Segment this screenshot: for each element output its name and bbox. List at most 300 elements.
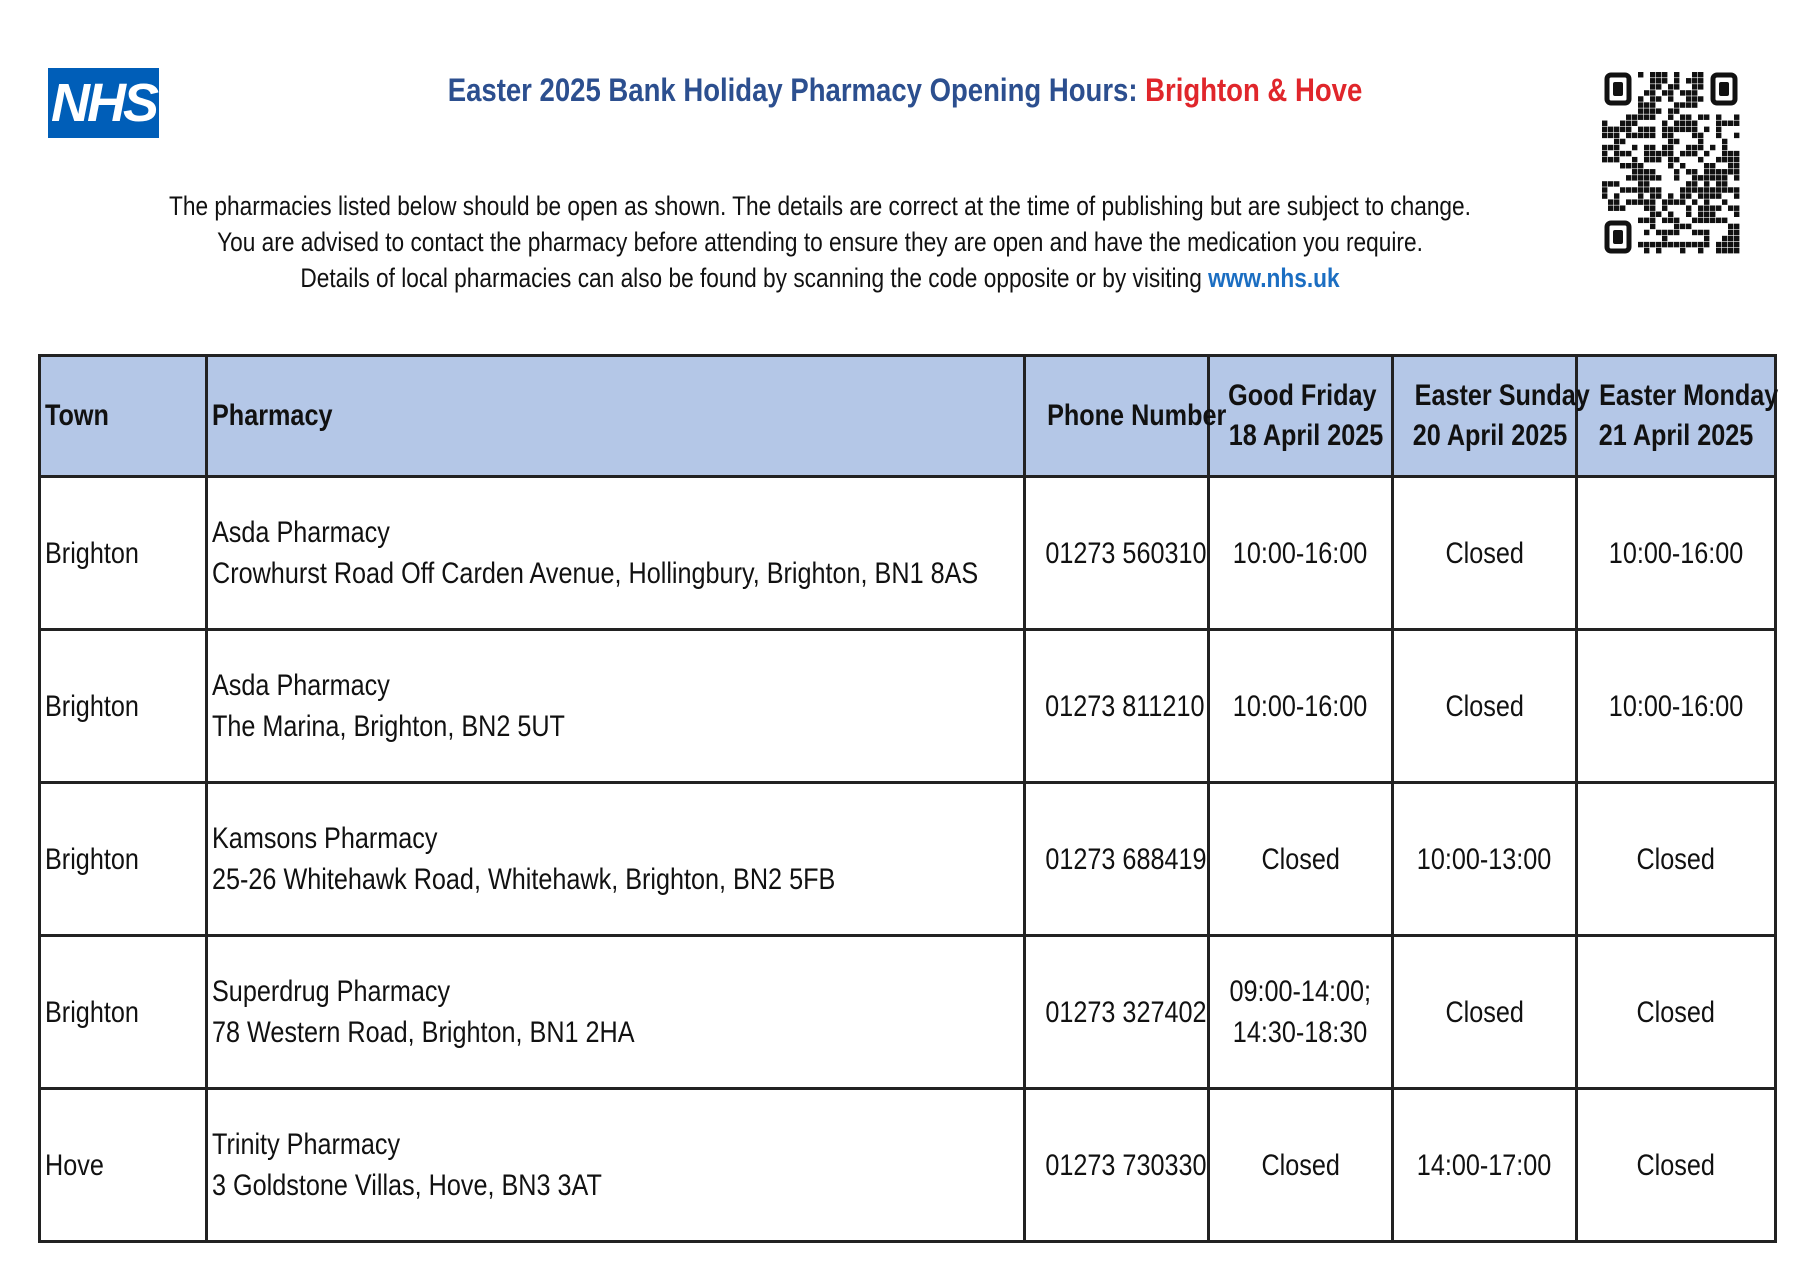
qr-module (1698, 187, 1703, 192)
qr-module (1716, 127, 1721, 132)
qr-module (1692, 133, 1697, 138)
easter-sunday-hours-cell (1393, 477, 1577, 630)
qr-module (1662, 72, 1667, 77)
pharmacy-address: 78 Western Road, Brighton, BN1 2HA (212, 1016, 635, 1049)
qr-module (1734, 193, 1739, 198)
qr-module (1644, 102, 1649, 107)
pharmacy-address: The Marina, Brighton, BN2 5UT (212, 710, 565, 743)
qr-module (1734, 212, 1739, 217)
qr-module (1686, 151, 1691, 156)
qr-module (1626, 199, 1631, 204)
pharmacy-name: Trinity Pharmacy (212, 1128, 401, 1161)
qr-module (1680, 193, 1685, 198)
qr-module (1638, 187, 1643, 192)
good-friday-hours-cell (1209, 630, 1393, 783)
qr-module (1626, 127, 1631, 132)
qr-module (1698, 242, 1703, 247)
phone-number[interactable]: 01273 327402 (1045, 995, 1207, 1029)
qr-module (1644, 199, 1649, 204)
qr-module (1710, 187, 1715, 192)
qr-module (1650, 175, 1655, 180)
qr-module (1632, 163, 1637, 168)
hours-text: 10:00-16:00 (1233, 689, 1368, 723)
qr-module (1668, 218, 1673, 223)
qr-module (1668, 108, 1673, 113)
qr-module (1650, 127, 1655, 132)
qr-module (1680, 199, 1685, 204)
qr-module (1716, 133, 1721, 138)
qr-module (1728, 236, 1733, 241)
town-cell (40, 630, 207, 783)
qr-module (1716, 169, 1721, 174)
qr-module (1644, 90, 1649, 95)
phone-number[interactable]: 01273 688419 (1045, 842, 1207, 876)
easter-sunday-hours-cell (1393, 630, 1577, 783)
qr-module (1632, 157, 1637, 162)
qr-module (1662, 145, 1667, 150)
qr-module (1710, 212, 1715, 217)
qr-module (1668, 139, 1673, 144)
qr-module (1662, 199, 1667, 204)
qr-module (1614, 151, 1619, 156)
good-friday-hours-cell (1209, 1089, 1393, 1242)
qr-module (1638, 114, 1643, 119)
qr-module (1686, 169, 1691, 174)
town-cell (40, 477, 207, 630)
qr-module (1656, 72, 1661, 77)
qr-module (1698, 139, 1703, 144)
qr-module (1674, 230, 1679, 235)
qr-module (1680, 114, 1685, 119)
phone-number[interactable]: 01273 730330 (1045, 1148, 1207, 1182)
qr-module (1734, 205, 1739, 210)
qr-module (1668, 90, 1673, 95)
qr-module (1668, 157, 1673, 162)
qr-module (1674, 121, 1679, 126)
qr-module (1662, 78, 1667, 83)
qr-module (1656, 78, 1661, 83)
hours-text-line-2: 14:30-18:30 (1233, 1016, 1368, 1049)
column-header-date: 21 April 2025 (1598, 419, 1754, 452)
qr-module (1626, 114, 1631, 119)
qr-module (1716, 114, 1721, 119)
table-row (40, 1089, 1776, 1242)
qr-module (1710, 169, 1715, 174)
qr-module (1626, 175, 1631, 180)
qr-module (1644, 175, 1649, 180)
qr-module (1680, 121, 1685, 126)
qr-module (1644, 181, 1649, 186)
nhs-logo-text: NHS (50, 73, 156, 133)
qr-module (1650, 193, 1655, 198)
qr-module (1722, 145, 1727, 150)
qr-module (1644, 169, 1649, 174)
town-text: Brighton (45, 842, 139, 876)
qr-module (1722, 218, 1727, 223)
qr-module (1614, 127, 1619, 132)
qr-module (1728, 230, 1733, 235)
qr-code-icon[interactable] (1602, 72, 1740, 254)
qr-module (1626, 133, 1631, 138)
easter-monday-hours-cell (1577, 630, 1776, 783)
hours-text: 09:00-14:00; (1229, 975, 1372, 1008)
good-friday-hours-cell (1209, 936, 1393, 1089)
qr-module (1692, 199, 1697, 204)
qr-module (1722, 121, 1727, 126)
qr-module (1686, 121, 1691, 126)
qr-module (1674, 199, 1679, 204)
qr-module (1644, 157, 1649, 162)
qr-module (1692, 121, 1697, 126)
qr-module (1734, 248, 1739, 253)
qr-module (1692, 102, 1697, 107)
qr-module (1704, 151, 1709, 156)
column-header-label: Phone Number (1047, 399, 1227, 432)
phone-cell (1025, 783, 1209, 936)
table-row (40, 630, 1776, 783)
qr-module (1680, 90, 1685, 95)
qr-module (1662, 133, 1667, 138)
qr-module (1650, 242, 1655, 247)
qr-module (1620, 127, 1625, 132)
column-header-label: Easter Monday (1599, 379, 1779, 412)
qr-module (1644, 230, 1649, 235)
qr-module (1668, 163, 1673, 168)
table-row (40, 783, 1776, 936)
qr-module (1662, 121, 1667, 126)
qr-module (1650, 133, 1655, 138)
qr-module (1674, 175, 1679, 180)
pharmacy-address: Crowhurst Road Off Carden Avenue, Hollingbury, Brighton, BN1 8AS (212, 557, 979, 590)
pharmacy-address: 3 Goldstone Villas, Hove, BN3 3AT (212, 1169, 602, 1202)
qr-module (1632, 169, 1637, 174)
qr-module (1644, 187, 1649, 192)
qr-module (1650, 72, 1655, 77)
qr-module (1650, 224, 1655, 229)
qr-module (1698, 145, 1703, 150)
qr-module (1638, 199, 1643, 204)
qr-module (1698, 205, 1703, 210)
qr-module (1608, 133, 1613, 138)
easter-monday-hours-cell (1577, 1089, 1776, 1242)
qr-module (1650, 90, 1655, 95)
column-header-town (40, 356, 207, 477)
phone-number[interactable]: 01273 811210 (1045, 689, 1205, 723)
easter-sunday-hours-cell (1393, 936, 1577, 1089)
town-text: Hove (45, 1148, 104, 1182)
qr-module (1734, 236, 1739, 241)
qr-module (1692, 84, 1697, 89)
qr-module (1602, 181, 1607, 186)
qr-module (1722, 187, 1727, 192)
qr-module (1650, 114, 1655, 119)
qr-module (1698, 157, 1703, 162)
qr-module (1662, 90, 1667, 95)
hours-text: 10:00-16:00 (1608, 536, 1744, 570)
qr-module (1686, 205, 1691, 210)
qr-module (1650, 169, 1655, 174)
easter-monday-hours-cell (1577, 783, 1776, 936)
qr-module (1650, 199, 1655, 204)
qr-module (1716, 157, 1721, 162)
pharmacy-cell (207, 783, 1025, 936)
hours-text: Closed (1636, 995, 1716, 1029)
qr-module (1722, 181, 1727, 186)
qr-module (1728, 121, 1733, 126)
qr-module (1710, 163, 1715, 168)
qr-module (1614, 133, 1619, 138)
intro-line-1: The pharmacies listed below should be open as shown. The details are correct at the time of publishing but are subject to change. (169, 191, 1471, 221)
qr-module (1602, 151, 1607, 156)
hours-text: Closed (1261, 1148, 1340, 1182)
qr-module (1698, 84, 1703, 89)
qr-module (1686, 127, 1691, 132)
qr-module (1662, 151, 1667, 156)
qr-module (1650, 145, 1655, 150)
hours-text: 10:00-16:00 (1608, 689, 1744, 723)
qr-module (1686, 96, 1691, 101)
qr-module (1662, 218, 1667, 223)
qr-module (1734, 121, 1739, 126)
qr-module (1692, 145, 1697, 150)
qr-module (1728, 169, 1733, 174)
qr-module (1680, 102, 1685, 107)
qr-module (1674, 72, 1679, 77)
town-cell (40, 783, 207, 936)
qr-module (1704, 230, 1709, 235)
qr-module (1644, 133, 1649, 138)
qr-module (1734, 242, 1739, 247)
qr-module (1704, 212, 1709, 217)
hours-text: 14:00-17:00 (1417, 1148, 1552, 1182)
qr-module (1680, 187, 1685, 192)
qr-module (1638, 133, 1643, 138)
qr-module (1668, 230, 1673, 235)
qr-module (1656, 230, 1661, 235)
qr-module (1686, 114, 1691, 119)
qr-module (1692, 151, 1697, 156)
qr-module (1716, 181, 1721, 186)
qr-module (1728, 205, 1733, 210)
qr-module (1650, 218, 1655, 223)
qr-module (1716, 242, 1721, 247)
qr-module (1704, 236, 1709, 241)
qr-module (1692, 96, 1697, 101)
qr-module (1692, 90, 1697, 95)
qr-module (1692, 218, 1697, 223)
qr-module (1716, 193, 1721, 198)
qr-module (1722, 139, 1727, 144)
qr-module (1686, 102, 1691, 107)
column-header-phone (1025, 356, 1227, 477)
qr-module (1674, 224, 1679, 229)
qr-module (1656, 108, 1661, 113)
column-header-date: 18 April 2025 (1228, 419, 1384, 452)
pharmacy-name: Asda Pharmacy (212, 669, 390, 702)
qr-module (1602, 145, 1607, 150)
qr-module (1692, 127, 1697, 132)
hours-text: 10:00-16:00 (1233, 536, 1368, 570)
qr-module (1614, 157, 1619, 162)
column-header-label: Easter Sunday (1414, 379, 1590, 412)
qr-module (1656, 157, 1661, 162)
easter-monday-hours-cell (1577, 936, 1776, 1089)
qr-module (1668, 193, 1673, 198)
qr-module (1680, 163, 1685, 168)
qr-module (1608, 157, 1613, 162)
qr-module (1692, 78, 1697, 83)
qr-module (1626, 121, 1631, 126)
qr-module (1662, 127, 1667, 132)
intro-line-2: You are advised to contact the pharmacy before attending to ensure they are open and have the medication you require. (217, 227, 1423, 257)
qr-module (1632, 121, 1637, 126)
qr-module (1716, 218, 1721, 223)
column-header-pharmacy (207, 356, 1025, 477)
column-header-label: Pharmacy (212, 399, 333, 432)
pharmacy-table (38, 354, 1777, 1243)
town-cell (40, 1089, 207, 1242)
qr-module (1734, 163, 1739, 168)
qr-module (1608, 199, 1613, 204)
qr-module (1680, 242, 1685, 247)
qr-module (1668, 145, 1673, 150)
qr-module (1680, 151, 1685, 156)
qr-module (1644, 114, 1649, 119)
qr-module (1698, 78, 1703, 83)
qr-module (1674, 127, 1679, 132)
qr-module (1704, 181, 1709, 186)
qr-module (1632, 133, 1637, 138)
qr-module (1650, 157, 1655, 162)
qr-module (1638, 175, 1643, 180)
qr-module (1674, 242, 1679, 247)
qr-module (1692, 187, 1697, 192)
qr-module (1722, 151, 1727, 156)
qr-module (1698, 72, 1703, 77)
qr-module (1644, 205, 1649, 210)
qr-module (1692, 181, 1697, 186)
qr-module (1638, 108, 1643, 113)
qr-module (1656, 175, 1661, 180)
easter-sunday-hours-cell (1393, 1089, 1577, 1242)
qr-module (1602, 133, 1607, 138)
qr-module (1668, 199, 1673, 204)
qr-module (1644, 108, 1649, 113)
column-header-date: 20 April 2025 (1412, 419, 1568, 452)
phone-number[interactable]: 01273 560310 (1045, 536, 1207, 570)
qr-module (1698, 230, 1703, 235)
hours-text: Closed (1445, 536, 1524, 570)
qr-module (1620, 121, 1625, 126)
qr-module (1626, 151, 1631, 156)
qr-module (1686, 181, 1691, 186)
qr-module (1602, 127, 1607, 132)
qr-module (1602, 193, 1607, 198)
qr-module (1722, 236, 1727, 241)
pharmacy-name: Superdrug Pharmacy (212, 975, 451, 1008)
hours-text: Closed (1636, 842, 1716, 876)
qr-module (1668, 96, 1673, 101)
qr-module (1698, 114, 1703, 119)
qr-module (1698, 175, 1703, 180)
qr-module (1686, 187, 1691, 192)
easter-monday-hours-cell (1577, 477, 1776, 630)
qr-module (1620, 151, 1625, 156)
nhs-website-link[interactable]: www.nhs.uk (1208, 263, 1340, 293)
qr-module (1668, 212, 1673, 217)
qr-module (1704, 242, 1709, 247)
qr-module (1716, 248, 1721, 253)
qr-module (1704, 218, 1709, 223)
qr-module (1728, 163, 1733, 168)
column-header-easter-sunday (1393, 356, 1590, 477)
qr-module (1674, 157, 1679, 162)
qr-module (1638, 163, 1643, 168)
qr-module (1656, 96, 1661, 101)
qr-module (1638, 218, 1643, 223)
qr-module (1602, 187, 1607, 192)
qr-module (1704, 175, 1709, 180)
qr-module (1686, 145, 1691, 150)
qr-module (1668, 114, 1673, 119)
hours-text: 10:00-13:00 (1417, 842, 1552, 876)
pharmacy-address: 25-26 Whitehawk Road, Whitehawk, Brighton, BN2 5FB (212, 863, 836, 896)
qr-module (1722, 248, 1727, 253)
qr-module (1710, 145, 1715, 150)
qr-module (1650, 187, 1655, 192)
qr-module (1656, 248, 1661, 253)
good-friday-hours-cell (1209, 477, 1393, 630)
pharmacy-cell (207, 936, 1025, 1089)
qr-module (1692, 242, 1697, 247)
qr-module (1650, 151, 1655, 156)
qr-module (1620, 139, 1625, 144)
qr-module (1620, 163, 1625, 168)
hours-text: Closed (1636, 1148, 1716, 1182)
qr-module (1704, 199, 1709, 204)
qr-module (1608, 205, 1613, 210)
qr-module (1608, 127, 1613, 132)
qr-module (1698, 193, 1703, 198)
intro-line-3-text: Details of local pharmacies can also be found by scanning the code opposite or by visiting (300, 263, 1202, 293)
qr-module (1674, 218, 1679, 223)
qr-module (1704, 193, 1709, 198)
qr-module (1674, 108, 1679, 113)
qr-module (1638, 96, 1643, 101)
qr-module (1716, 205, 1721, 210)
qr-module (1704, 169, 1709, 174)
town-text: Brighton (45, 536, 139, 570)
qr-module (1734, 151, 1739, 156)
qr-module (1734, 157, 1739, 162)
qr-module (1686, 212, 1691, 217)
qr-module (1626, 163, 1631, 168)
qr-module (1674, 84, 1679, 89)
title-area: Brighton & Hove (1145, 72, 1363, 108)
qr-module (1644, 218, 1649, 223)
qr-module (1698, 96, 1703, 101)
qr-module (1686, 242, 1691, 247)
pharmacy-cell (207, 477, 1025, 630)
qr-module (1632, 175, 1637, 180)
pharmacy-name: Asda Pharmacy (212, 516, 390, 549)
qr-module (1632, 199, 1637, 204)
qr-module (1722, 199, 1727, 204)
qr-module (1662, 242, 1667, 247)
qr-module (1656, 212, 1661, 217)
table-header-row (40, 356, 1776, 477)
qr-module (1668, 151, 1673, 156)
